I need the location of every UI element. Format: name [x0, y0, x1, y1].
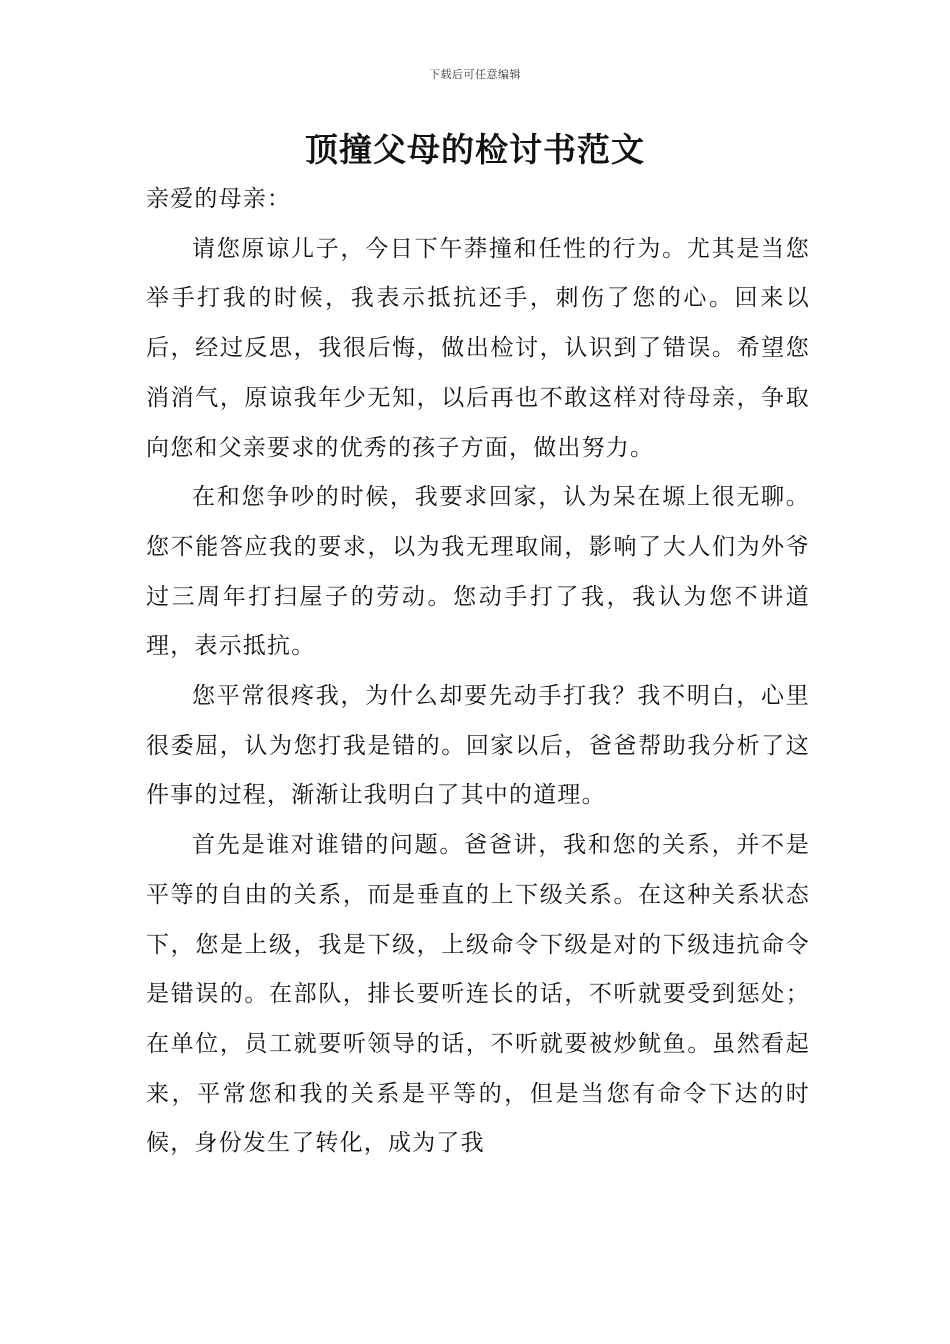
paragraph-4: 首先是谁对谁错的问题。爸爸讲，我和您的关系，并不是平等的自由的关系，而是垂直的上下级关系。在这种关系状态下，您是上级，我是下级，上级命令下级是对的下级违抗命令是错误的。在部队，排长要听连长的话，不听就要受到惩处；在单位，员工就要听领导的话，不听就要被炒鱿鱼。虽然看起来，平常您和我的关系是平等的，但是当您有命令下达的时候，身份发生了转化，成为了我 — [146, 832, 810, 1157]
document-body — [146, 175, 810, 1169]
paragraph-3: 您平常很疼我，为什么却要先动手打我？我不明白，心里很委屈，认为您打我是错的。回家以后，爸爸帮助我分析了这件事的过程，渐渐让我明白了其中的道理。 — [146, 683, 810, 809]
header-note: 下载后可任意编辑 — [429, 68, 521, 81]
paragraph-1: 请您原谅儿子，今日下午莽撞和任性的行为。尤其是当您举手打我的时候，我表示抵抗还手，刺伤了您的心。回来以后，经过反思，我很后悔，做出检讨，认识到了错误。希望您消消气，原谅我年少无知，以后再也不敢这样对待母亲，争取向您和父亲要求的优秀的孩子方面，做出努力。 — [146, 235, 810, 461]
paragraph-2: 在和您争吵的时候，我要求回家，认为呆在塬上很无聊。您不能答应我的要求，以为我无理取闹，影响了大人们为外爷过三周年打扫屋子的劳动。您动手打了我，我认为您不讲道理，表示抵抗。 — [146, 484, 810, 660]
salutation: 亲爱的母亲： — [146, 186, 292, 212]
document-title: 顶撞父母的检讨书范文 — [305, 130, 645, 169]
